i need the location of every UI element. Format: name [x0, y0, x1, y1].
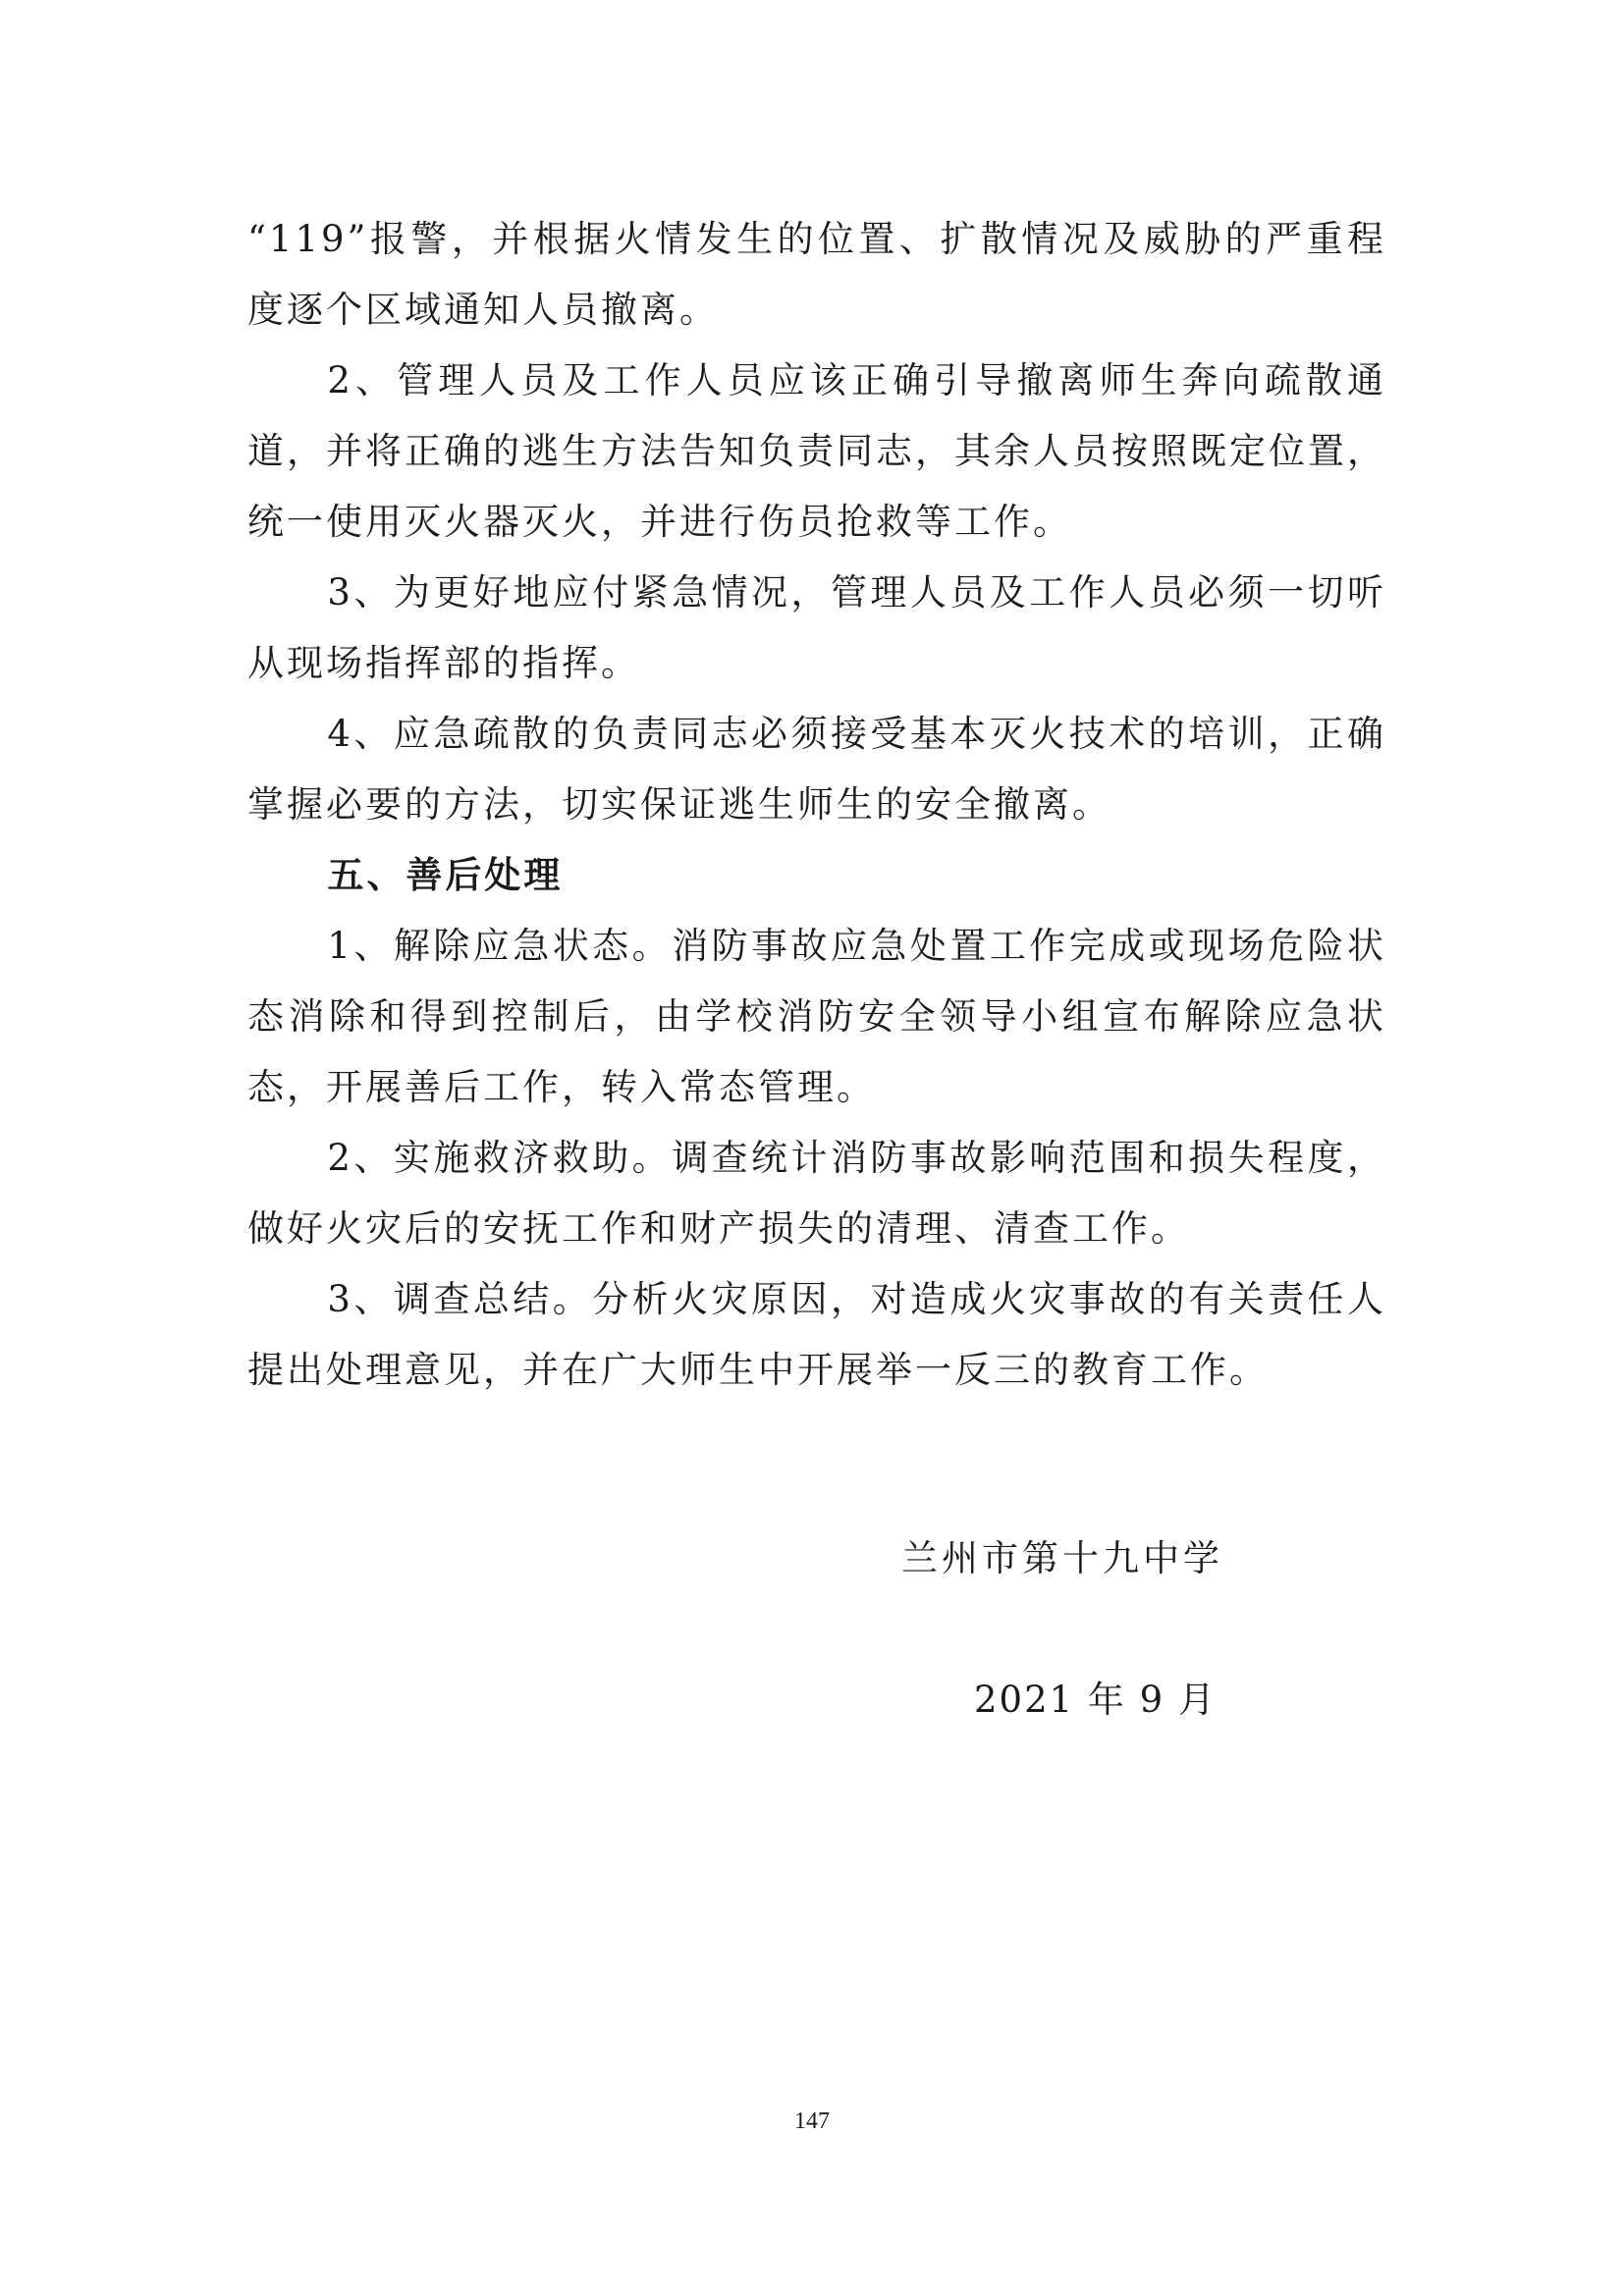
signature-date: 2021 年 9 月: [974, 1679, 1217, 1721]
paragraph-aftermath-1: 1、解除应急状态。消防事故应急处置工作完成或现场危险状态消除和得到控制后，由学校消防安全领导小组宣布解除应急状态，开展善后工作，转入常态管理。: [247, 925, 1386, 1108]
paragraph-item-3: 3、为更好地应付紧急情况，管理人员及工作人员必须一切听从现场指挥部的指挥。: [247, 571, 1386, 684]
paragraph-item-4: 4、应急疏散的负责同志必须接受基本灭火技术的培训，正确掌握必要的方法，切实保证逃生师生的安全撤离。: [247, 713, 1386, 826]
page-number: 147: [794, 2109, 830, 2134]
paragraph-aftermath-2: 2、实施救济救助。调查统计消防事故影响范围和损失程度，做好火灾后的安抚工作和财产损失的清理、清查工作。: [247, 1137, 1386, 1250]
paragraph-item-2: 2、管理人员及工作人员应该正确引导撤离师生奔向疏散通道，并将正确的逃生方法告知负责同志，其余人员按照既定位置，统一使用灭火器灭火，并进行伤员抢救等工作。: [247, 359, 1386, 543]
signature-school-name: 兰州市第十九中学: [901, 1537, 1223, 1579]
paragraph-continuation: “119”报警，并根据火情发生的位置、扩散情况及威胁的严重程度逐个区域通知人员撤离。: [247, 218, 1386, 331]
paragraph-aftermath-3: 3、调查总结。分析火灾原因，对造成火灾事故的有关责任人提出处理意见，并在广大师生中开展举一反三的教育工作。: [247, 1278, 1386, 1391]
document-body: [247, 204, 1386, 1406]
section-heading: 五、善后处理: [327, 854, 564, 896]
